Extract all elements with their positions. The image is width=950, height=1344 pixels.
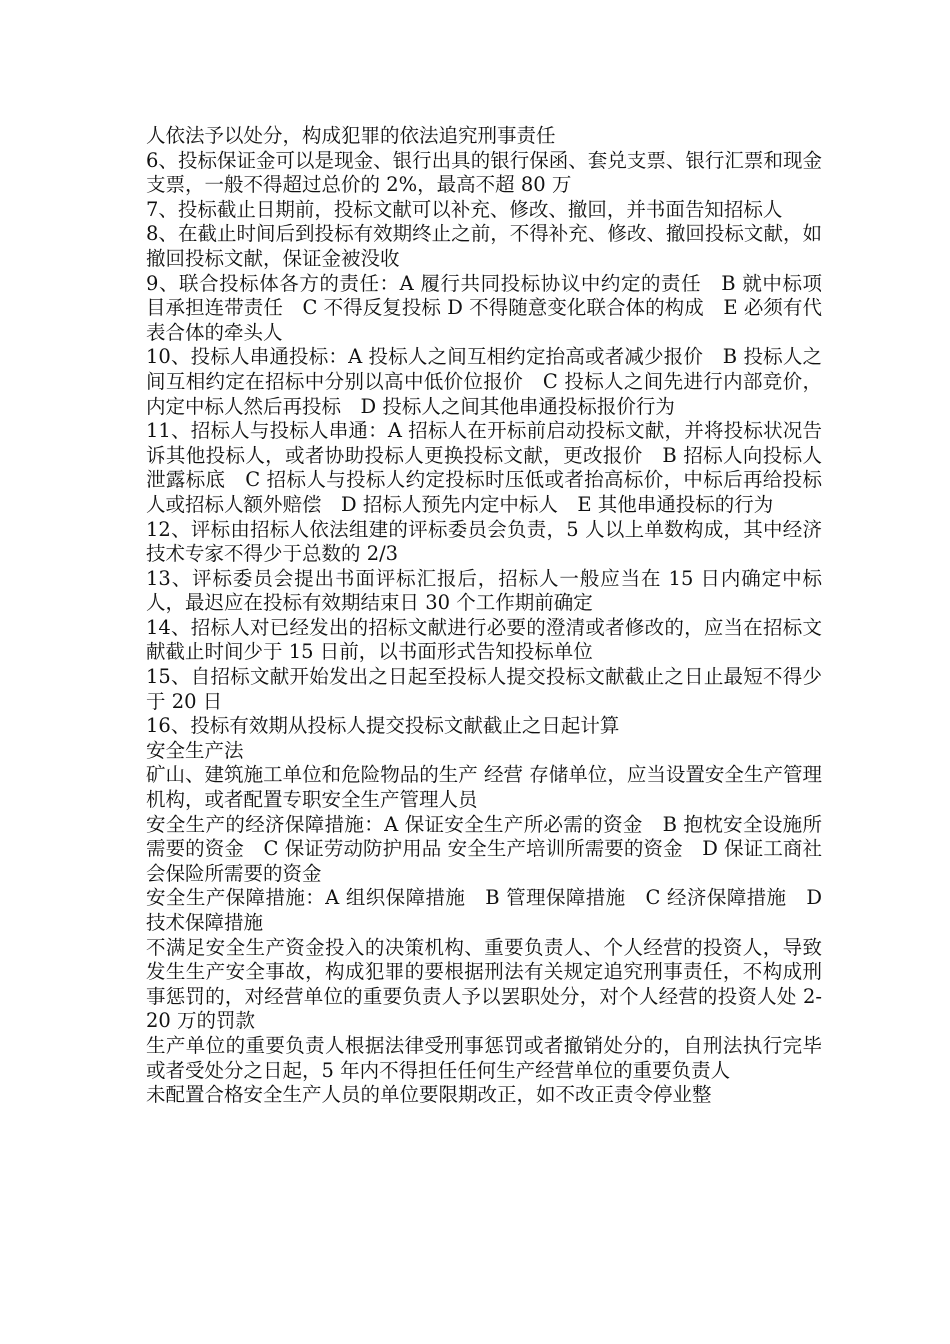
paragraph: 安全生产的经济保障措施：A 保证安全生产所必需的资金 B 抱枕安全设施所需要的资金 C 保证劳动防护用品 安全生产培训所需要的资金 D 保证工商社会保险所需要的资金 <box>146 812 822 885</box>
paragraph: 9、联合投标体各方的责任：A 履行共同投标协议中约定的责任 B 就中标项目承担连带责任 C 不得反复投标 D 不得随意变化联合体的构成 E 必须有代表合体的牵头人 <box>146 271 822 344</box>
paragraph: 8、在截止时间后到投标有效期终止之前，不得补充、修改、撤回投标文献，如撤回投标文献，保证金被没收 <box>146 222 822 270</box>
paragraph: 15、自招标文献开始发出之日起至投标人提交投标文献截止之日止最短不得少于 20 日 <box>146 665 822 713</box>
paragraph: 人依法予以处分，构成犯罪的依法追究刑事责任 <box>146 124 556 147</box>
paragraph: 不满足安全生产资金投入的决策机构、重要负责人、个人经营的投资人，导致发生生产安全事故，构成犯罪的要根据刑法有关规定追究刑事责任，不构成刑事惩罚的，对经营单位的重要负责人予以罢职处分，对个人经营的投资人处 2-20 万的罚款 <box>146 935 822 1033</box>
paragraph: 6、投标保证金可以是现金、银行出具的银行保函、套兑支票、银行汇票和现金支票，一般不得超过总价的 2%，最高不超 80 万 <box>146 148 822 197</box>
paragraph: 16、投标有效期从投标人提交投标文献截止之日起计算 <box>146 714 620 738</box>
paragraph: 未配置合格安全生产人员的单位要限期改正，如不改正责令停业整 <box>146 1083 712 1107</box>
paragraph: 10、投标人串通投标：A 投标人之间互相约定抬高或者减少报价 B 投标人之间互相约定在招标中分别以高中低价位报价 C 投标人之间先进行内部竞价，内定中标人然后再投标 D 投标人之间其他串通投标报价行为 <box>146 345 822 418</box>
document-body <box>146 124 822 1108</box>
paragraph: 13、评标委员会提出书面评标汇报后，招标人一般应当在 15 日内确定中标人，最迟应在投标有效期结束日 30 个工作期前确定 <box>146 566 822 615</box>
paragraph: 7、投标截止日期前，投标文献可以补充、修改、撤回，并书面告知招标人 <box>146 197 783 221</box>
paragraph: 生产单位的重要负责人根据法律受刑事惩罚或者撤销处分的，自刑法执行完毕或者受处分之日起，5 年内不得担任任何生产经营单位的重要负责人 <box>146 1033 822 1082</box>
paragraph: 11、招标人与投标人串通：A 招标人在开标前启动投标文献，并将投标状况告诉其他投标人，或者协助投标人更换投标文献，更改报价 B 招标人向投标人泄露标底 C 招标人与投标人约定投标时压低或者抬高标价，中标后再给投标人或招标人额外赔偿 D 招标人预先内定中标人 E 其他串通投标的行为 <box>146 419 822 516</box>
paragraph: 安全生产保障措施：A 组织保障措施 B 管理保障措施 C 经济保障措施 D 技术保障措施 <box>146 886 822 934</box>
paragraph: 14、招标人对已经发出的招标文献进行必要的澄清或者修改的，应当在招标文献截止时间少于 15 日前，以书面形式告知投标单位 <box>146 615 822 664</box>
paragraph: 矿山、建筑施工单位和危险物品的生产 经营 存储单位，应当设置安全生产管理机构，或者配置专职安全生产管理人员 <box>146 763 822 812</box>
section-heading: 安全生产法 <box>146 738 244 762</box>
paragraph: 12、评标由招标人依法组建的评标委员会负责，5 人以上单数构成，其中经济技术专家不得少于总数的 2/3 <box>146 517 822 566</box>
